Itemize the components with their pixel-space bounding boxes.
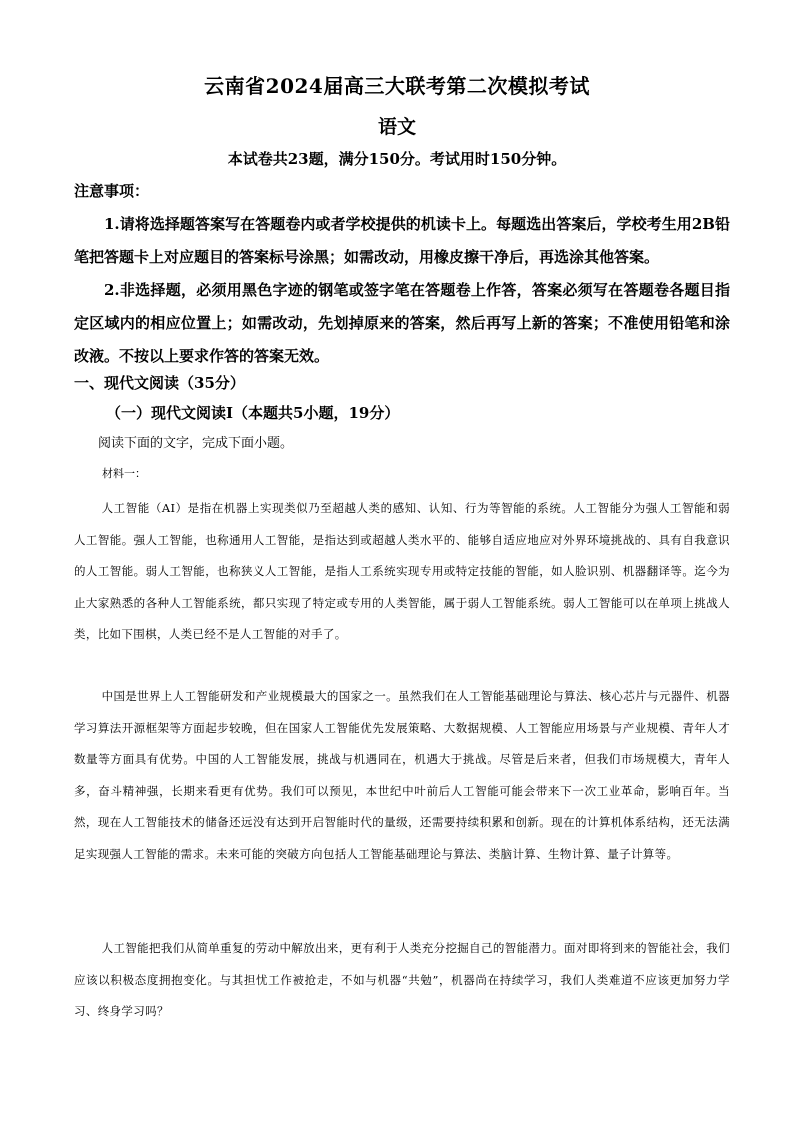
material-paragraph-3: 人工智能把我们从简单重复的劳动中解放出来，更有利于人类充分挖掘自己的智能潜力。面对即将到来的智能社会，我们应该以积极态度拥抱变化。与其担忧工作被抢走，不如与机器“共勉”，机器尚在持续学习，我们人类难道不应该更加努力学习、终身学习吗？	[74, 941, 730, 1018]
exam-subject: 语文	[377, 116, 416, 138]
section-title: 一、现代文阅读（35分）	[74, 374, 245, 392]
exam-info: 本试卷共23题，满分150分。考试用时150分钟。	[227, 150, 567, 168]
material-label: 材料一：	[102, 467, 146, 480]
exam-title: 云南省2024届高三大联考第二次模拟考试	[204, 74, 590, 98]
material-paragraph-2: 中国是世界上人工智能研发和产业规模最大的国家之一。虽然我们在人工智能基础理论与算法、核心芯片与元器件、机器学习算法开源框架等方面起步较晚，但在国家人工智能优先发展策略、大数据规模、人工智能应用场景与产业规模、青年人才数量等方面具有优势。中国的人工智能发展，挑战与机遇同在，机遇大于挑战。尽管是后来者，但我们市场规模大，青年人多，奋斗精神强，长期来看更有优势。我们可以预见，本世纪中叶前后人工智能可能会带来下一次工业革命，影响百年。当然，现在人工智能技术的储备还远没有达到开启智能时代的量级，还需要持续积累和创新。现在的计算机体系结构，还无法满足实现强人工智能的需求。未来可能的突破方向包括人工智能基础理论与算法、类脑计算、生物计算、量子计算等。	[74, 689, 730, 861]
notice-item-2: 2.非选择题，必须用黑色字迹的钢笔或签字笔在答题卷上作答，答案必须写在答题卷各题目指定区域内的相应位置上；如需改动，先划掉原来的答案，然后再写上新的答案；不准使用铅笔和涂改液。不按以上要求作答的答案无效。	[74, 281, 730, 365]
material-paragraph-1: 人工智能（AI）是指在机器上实现类似乃至超越人类的感知、认知、行为等智能的系统。人工智能分为强人工智能和弱人工智能。强人工智能，也称通用人工智能，是指达到或超越人类水平的、能够自适应地应对外界环境挑战的、具有自我意识的人工智能。弱人工智能，也称狭义人工智能，是指人工系统实现专用或特定技能的智能，如人脸识别、机器翻译等。迄今为止大家熟悉的各种人工智能系统，都只实现了特定或专用的人类智能，属于弱人工智能系统。弱人工智能可以在单项上挑战人类，比如下围棋，人类已经不是人工智能的对手了。	[74, 501, 730, 641]
reading-instruction: 阅读下面的文字，完成下面小题。	[98, 436, 294, 451]
notice-heading: 注意事项：	[74, 182, 150, 200]
subsection-title: （一）现代文阅读Ⅰ（本题共5小题，19分）	[106, 404, 400, 422]
notice-item-1: 1.请将选择题答案写在答题卷内或者学校提供的机读卡上。每题选出答案后，学校考生用2B铅笔把答题卡上对应题目的答案标号涂黑；如需改动，用橡皮擦干净后，再选涂其他答案。	[74, 215, 730, 266]
